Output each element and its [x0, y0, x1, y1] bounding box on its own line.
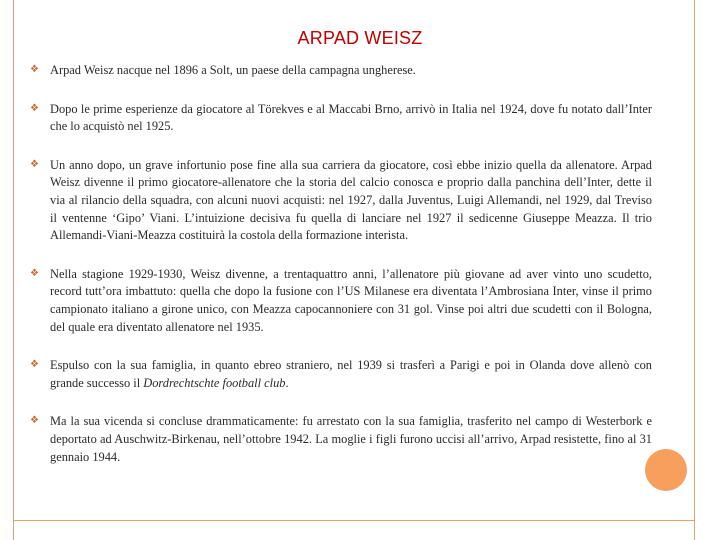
bullet-text: Arpad Weisz nacque nel 1896 a Solt, un paese della campagna ungherese. — [50, 63, 416, 77]
bullet-item — [30, 266, 652, 336]
diamond-bullet-icon: ❖ — [30, 158, 39, 170]
bullet-list — [30, 62, 652, 466]
bullet-item — [30, 413, 652, 466]
bullet-item — [30, 62, 652, 80]
bullet-item — [30, 357, 652, 392]
bullet-text: Nella stagione 1929-1930, Weisz divenne, a trentaquattro anni, l’allenatore più giovane ad aver vinto uno scudetto, record tutt’ora imbattuto: quella che dopo la fusione con l’US Milanese era diventata l’Ambrosiana Inter, vinse il primo campionato italiano a girone unico, con Meazza capocannoniere con 31 gol. Vinse poi altri due scudetti con il Bologna, del quale era diventato allenatore nel 1935. — [50, 266, 652, 334]
diamond-bullet-icon: ❖ — [30, 267, 39, 279]
diamond-bullet-icon: ❖ — [30, 359, 39, 371]
bullet-item — [30, 101, 652, 136]
bullet-text-part: . — [285, 375, 289, 390]
bottom-border-line — [13, 520, 695, 521]
slide-title: ARPAD WEISZ — [297, 28, 423, 48]
bullet-text-part: Espulso con la sua famiglia, in quanto ebreo straniero, nel 1939 si trasferì a Parigi e poi in Olanda dove allenò con grande successo il — [50, 358, 652, 390]
bullet-text: Un anno dopo, un grave infortunio pose fine alla sua carriera da giocatore, così ebbe inizio quella da allenatore. Arpad Weisz divenne il primo giocatore-allenatore che la storia del calcio conosca e proprio dalla panchina dell’Inter, dette il via al rilancio della squadra, con alcuni nuovi acquisti: nel 1927, dalla Juventus, Luigi Allemandi, nel 1929, dal Treviso il ventenne ‘Gipo’ Viani. L’intuizione decisiva fu quella di lanciare nel 1927 il sedicenne Giuseppe Meazza. Il trio Allemandi-Viani-Meazza costituirà la costola della formazione interista. — [50, 157, 652, 243]
right-border-line — [694, 0, 695, 540]
diamond-bullet-icon: ❖ — [30, 415, 39, 427]
diamond-bullet-icon: ❖ — [30, 102, 39, 114]
bullet-text: Dopo le prime esperienze da giocatore al Törekves e al Maccabi Brno, arrivò in Italia nel 1924, dove fu notato dall’Inter che lo acquistò nel 1925. — [50, 101, 652, 134]
bullet-text: Ma la sua vicenda si concluse drammaticamente: fu arrestato con la sua famiglia, trasferito nel campo di Westerbork e deportato ad Auschwitz-Birkenau, nell’ottobre 1942. La moglie i figli furono uccisi all’arrivo, Arpad resistette, fino al 31 gennaio 1944. — [50, 414, 652, 464]
club-name: Dordrechtschte football club — [143, 375, 286, 390]
bullet-text — [50, 358, 652, 390]
bullet-item — [30, 157, 652, 245]
left-border-line — [13, 0, 14, 540]
diamond-bullet-icon: ❖ — [30, 64, 39, 75]
